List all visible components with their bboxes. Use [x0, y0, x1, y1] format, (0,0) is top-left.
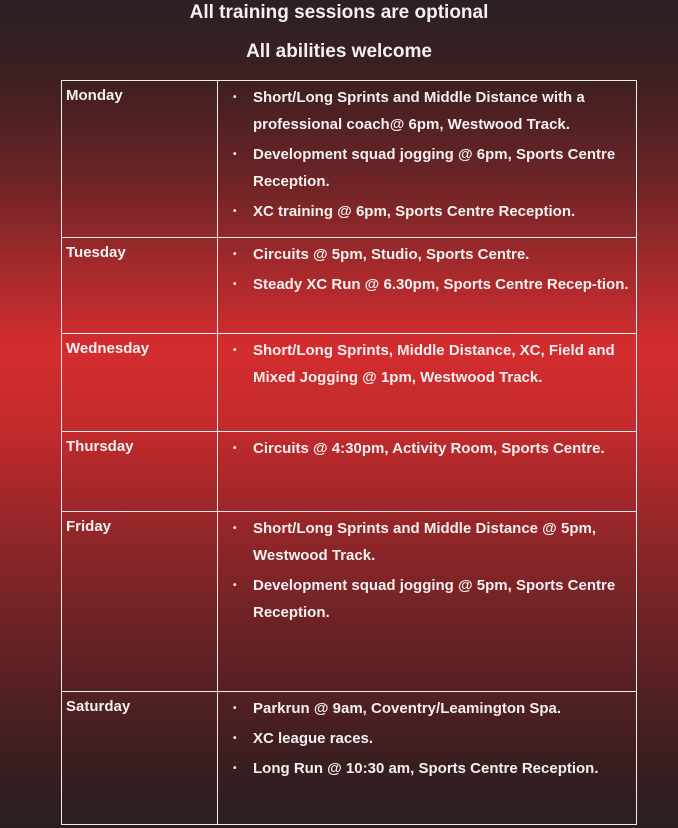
schedule-row-saturday — [62, 692, 637, 825]
session-list-cell — [218, 512, 637, 692]
session-list — [218, 435, 636, 462]
session-list — [218, 337, 636, 391]
bullet-icon: • — [233, 443, 237, 454]
bullet-icon: • — [233, 580, 237, 591]
bullet-icon: • — [233, 249, 237, 260]
session-item: • Short/Long Sprints and Middle Distance with a professional coach@ 6pm, Westwood Track. — [218, 84, 636, 138]
bullet-icon: • — [233, 763, 237, 774]
day-label: Monday — [62, 81, 218, 238]
session-list — [218, 241, 636, 298]
schedule-row-friday — [62, 512, 637, 692]
header-optional-notice: All training sessions are optional — [189, 2, 489, 23]
session-item: • Circuits @ 5pm, Studio, Sports Centre. — [218, 241, 636, 268]
session-list-cell — [218, 334, 637, 432]
bullet-icon: • — [233, 92, 237, 103]
day-label: Saturday — [62, 692, 218, 825]
session-item: • XC league races. — [218, 725, 636, 752]
session-list — [218, 695, 636, 782]
bullet-icon: • — [233, 703, 237, 714]
day-label: Wednesday — [62, 334, 218, 432]
session-item: • Long Run @ 10:30 am, Sports Centre Reception. — [218, 755, 636, 782]
session-item: • Development squad jogging @ 5pm, Sports Centre Reception. — [218, 572, 636, 626]
session-item: • Steady XC Run @ 6.30pm, Sports Centre Recep-tion. — [218, 271, 636, 298]
session-item: • Short/Long Sprints and Middle Distance @ 5pm, Westwood Track. — [218, 515, 636, 569]
session-list-cell — [218, 238, 637, 334]
schedule-row-thursday — [62, 432, 637, 512]
session-item: • XC training @ 6pm, Sports Centre Reception. — [218, 198, 636, 225]
header-abilities-notice: All abilities welcome — [246, 41, 432, 62]
session-list — [218, 84, 636, 225]
bullet-icon: • — [233, 345, 237, 356]
session-item: • Short/Long Sprints, Middle Distance, XC, Field and Mixed Jogging @ 1pm, Westwood Track. — [218, 337, 636, 391]
session-item: • Development squad jogging @ 6pm, Sports Centre Reception. — [218, 141, 636, 195]
schedule-row-wednesday — [62, 334, 637, 432]
session-list-cell — [218, 432, 637, 512]
day-label: Thursday — [62, 432, 218, 512]
session-list — [218, 515, 636, 626]
session-item: • Circuits @ 4:30pm, Activity Room, Sports Centre. — [218, 435, 636, 462]
schedule-row-tuesday — [62, 238, 637, 334]
day-label: Friday — [62, 512, 218, 692]
session-list-cell — [218, 81, 637, 238]
bullet-icon: • — [233, 279, 237, 290]
bullet-icon: • — [233, 733, 237, 744]
bullet-icon: • — [233, 523, 237, 534]
bullet-icon: • — [233, 206, 237, 217]
bullet-icon: • — [233, 149, 237, 160]
session-list-cell — [218, 692, 637, 825]
day-label: Tuesday — [62, 238, 218, 334]
schedule-row-monday — [62, 81, 637, 238]
session-item: • Parkrun @ 9am, Coventry/Leamington Spa. — [218, 695, 636, 722]
training-schedule-table — [61, 80, 637, 825]
